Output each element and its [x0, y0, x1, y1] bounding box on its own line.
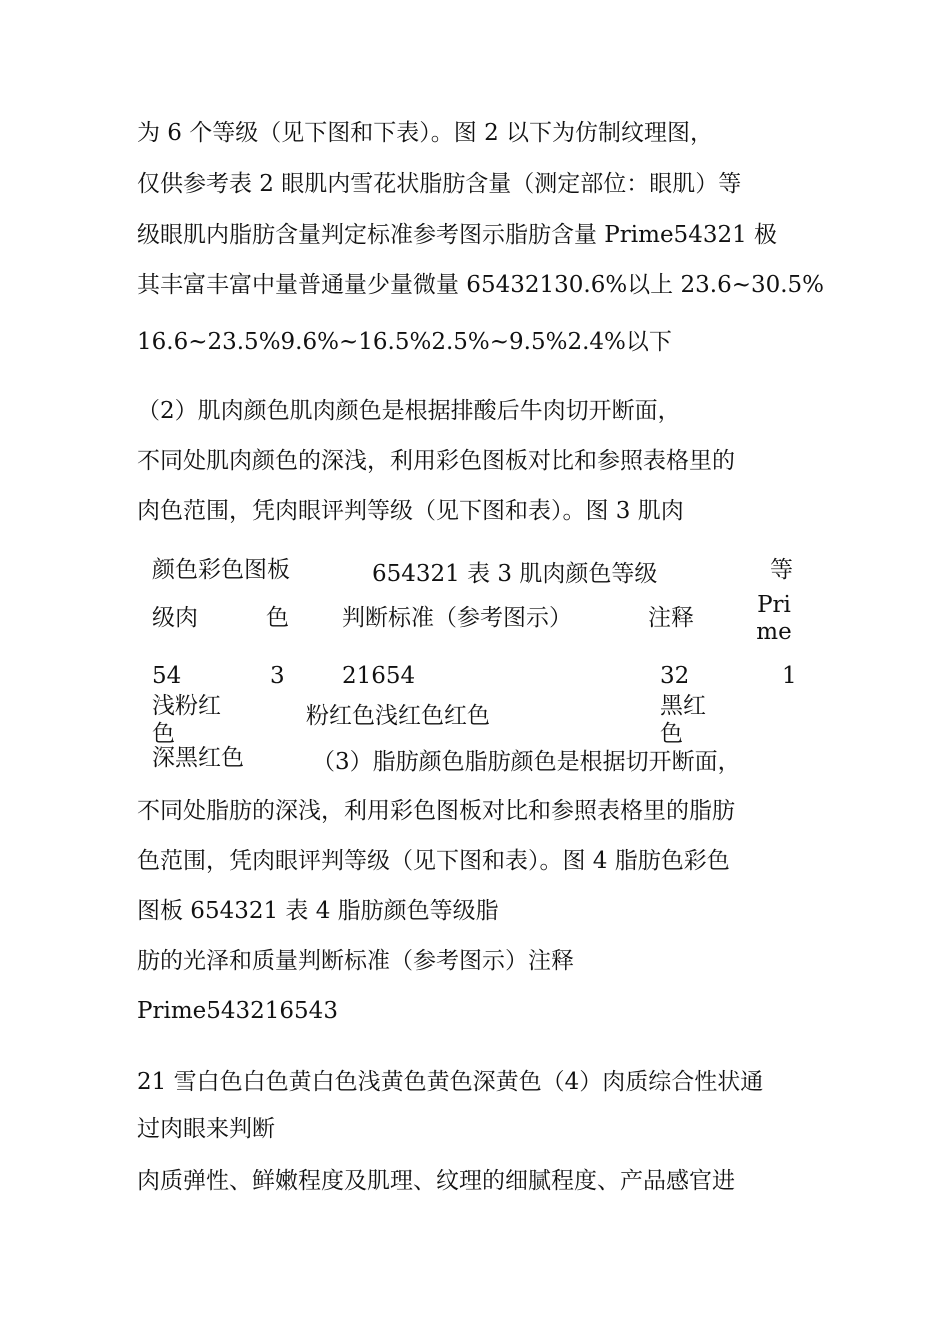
- table-cell-text: 黑红色: [660, 693, 706, 747]
- paragraph-line: 为 6 个等级（见下图和下表）。图 2 以下为仿制纹理图，: [137, 120, 714, 146]
- table-cell: 颜色彩色图板: [152, 557, 290, 583]
- paragraph-line: 过肉眼来判断: [137, 1116, 275, 1142]
- table-cell: 54: [152, 663, 182, 689]
- paragraph-line: 仅供参考表 2 眼肌内雪花状脂肪含量（测定部位：眼肌）等: [137, 171, 742, 197]
- table-cell: 判断标准（参考图示）: [342, 605, 572, 631]
- table-cell: （3）脂肪颜色脂肪颜色是根据切开断面，: [312, 749, 741, 775]
- paragraph-line: 肉色范围，凭肉眼评判等级（见下图和表）。图 3 肌肉: [137, 498, 684, 524]
- paragraph-line: 图板 654321 表 4 脂肪颜色等级脂: [137, 898, 499, 924]
- table-cell: 深黑红色: [152, 745, 244, 771]
- paragraph-line: 肉质弹性、鲜嫩程度及肌理、纹理的细腻程度、产品感官进: [137, 1168, 735, 1194]
- table-cell: 32: [660, 663, 690, 689]
- table-cell: 21654: [342, 663, 416, 689]
- table-cell: [634, 692, 714, 747]
- paragraph-line: 其丰富丰富中量普通量少量微量 65432130.6%以上 23.6~30.5%: [137, 272, 825, 298]
- paragraph-line: 不同处肌肉颜色的深浅，利用彩色图板对比和参照表格里的: [137, 448, 735, 474]
- paragraph-line: 色范围，凭肉眼评判等级（见下图和表）。图 4 脂肪色彩色: [137, 848, 730, 874]
- table-caption: 654321 表 3 肌肉颜色等级: [372, 561, 658, 587]
- paragraph-line: 21 雪白色白色黄白色浅黄色黄色深黄色（4）肉质综合性状通: [137, 1069, 764, 1095]
- paragraph-line: Prime543216543: [137, 998, 338, 1024]
- table-cell: 等: [770, 557, 793, 583]
- paragraph-line: 肪的光泽和质量判断标准（参考图示）注释: [137, 948, 574, 974]
- table-cell: Prime: [756, 592, 792, 645]
- table-cell: 粉红色浅红色红色: [306, 703, 490, 729]
- table-cell: 1: [782, 663, 797, 689]
- table-cell: 注释: [648, 605, 694, 631]
- paragraph-line: 不同处脂肪的深浅，利用彩色图板对比和参照表格里的脂肪: [137, 798, 735, 824]
- paragraph-line: （2）肌肉颜色肌肉颜色是根据排酸后牛肉切开断面，: [137, 398, 681, 424]
- table-cell: 色: [266, 605, 289, 631]
- table-cell: 浅粉红色: [152, 693, 221, 747]
- table-cell: 级肉: [152, 605, 198, 631]
- paragraph-line: 16.6~23.5%9.6%~16.5%2.5%~9.5%2.4%以下: [137, 329, 672, 355]
- table-cell: 3: [270, 663, 285, 689]
- paragraph-line: 级眼肌内脂肪含量判定标准参考图示脂肪含量 Prime54321 极: [137, 222, 778, 248]
